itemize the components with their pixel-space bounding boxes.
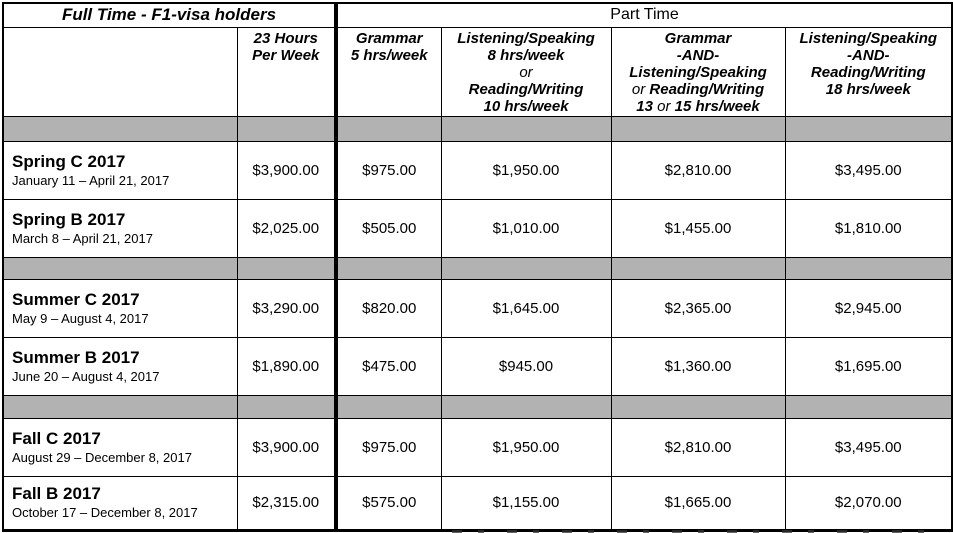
table-row-summer-c (3, 279, 952, 337)
price-cell: $1,155.00 (441, 476, 611, 530)
separator-row (3, 257, 952, 279)
term-cell (3, 476, 237, 530)
price-cell: $3,495.00 (785, 141, 952, 199)
col-header-listening-and-reading (785, 27, 952, 116)
col-header-line: Grammar (355, 29, 423, 47)
col-header-line: Per Week (252, 46, 320, 64)
price-cell: $3,900.00 (237, 141, 336, 199)
col-header-line: Listening/Speaking (629, 63, 767, 81)
term-dates: August 29 – December 8, 2017 (12, 449, 192, 465)
col-header-line: Listening/Speaking (799, 29, 938, 47)
price-cell: $575.00 (336, 476, 441, 530)
table-row-summer-b (3, 337, 952, 395)
group-header-row (3, 3, 952, 27)
price-cell: $1,455.00 (611, 199, 785, 257)
price-cell: $3,900.00 (237, 418, 336, 476)
term-name: Fall B 2017 (12, 484, 101, 503)
table-row-spring-b (3, 199, 952, 257)
col-header-line: Reading/Writing (810, 63, 926, 81)
term-name: Spring B 2017 (12, 209, 126, 229)
price-cell: $2,810.00 (611, 141, 785, 199)
col-header-line: 5 hrs/week (350, 46, 428, 64)
empty-corner-cell (3, 27, 237, 116)
part-time-group-header: Part Time (336, 3, 952, 27)
col-header-line: 23 Hours (253, 29, 318, 47)
price-cell: $1,360.00 (611, 337, 785, 395)
term-cell (3, 418, 237, 476)
term-dates: March 8 – April 21, 2017 (12, 230, 153, 246)
price-cell: $975.00 (336, 141, 441, 199)
price-cell: $3,495.00 (785, 418, 952, 476)
term-name: Summer C 2017 (12, 289, 140, 309)
table-row-spring-c (3, 141, 952, 199)
term-cell (3, 199, 237, 257)
term-dates: October 17 – December 8, 2017 (12, 505, 198, 520)
price-cell: $2,945.00 (785, 279, 952, 337)
col-header-grammar (336, 27, 441, 116)
separator-row (3, 116, 952, 141)
col-header-line: or Reading/Writing (631, 80, 765, 98)
term-cell (3, 337, 237, 395)
price-cell: $2,365.00 (611, 279, 785, 337)
price-cell: $2,810.00 (611, 418, 785, 476)
col-header-line: Grammar (664, 29, 732, 47)
col-header-line: or (519, 63, 533, 81)
term-dates: June 20 – August 4, 2017 (12, 368, 160, 384)
price-cell: $1,010.00 (441, 199, 611, 257)
col-header-line: 10 hrs/week (483, 97, 569, 115)
price-cell: $505.00 (336, 199, 441, 257)
col-header-23-hours (237, 27, 336, 116)
col-header-grammar-and-listening (611, 27, 785, 116)
term-name: Summer B 2017 (12, 347, 140, 367)
full-time-group-header: Full Time - F1-visa holders (3, 3, 336, 27)
col-header-line: -AND- (676, 46, 720, 64)
price-cell: $2,025.00 (237, 199, 336, 257)
separator-row (3, 395, 952, 418)
price-cell: $3,290.00 (237, 279, 336, 337)
price-cell: $1,950.00 (441, 141, 611, 199)
tuition-table (2, 2, 953, 532)
term-cell (3, 279, 237, 337)
col-header-listening-or-reading (441, 27, 611, 116)
col-header-line: Reading/Writing (468, 80, 584, 98)
price-cell: $475.00 (336, 337, 441, 395)
price-cell: $1,695.00 (785, 337, 952, 395)
term-dates: January 11 – April 21, 2017 (12, 172, 170, 188)
price-cell: $1,645.00 (441, 279, 611, 337)
tuition-table-wrapper (2, 2, 953, 532)
col-header-line: 18 hrs/week (825, 80, 911, 98)
price-cell: $975.00 (336, 418, 441, 476)
term-name: Fall C 2017 (12, 428, 101, 448)
table-row-fall-b (3, 476, 952, 530)
col-header-line: Listening/Speaking (457, 29, 595, 47)
price-cell: $1,950.00 (441, 418, 611, 476)
col-header-line: 13 or 15 hrs/week (636, 97, 760, 115)
price-cell: $945.00 (441, 337, 611, 395)
price-cell: $1,890.00 (237, 337, 336, 395)
price-cell: $2,070.00 (785, 476, 952, 530)
column-header-row (3, 27, 952, 116)
price-cell: $1,665.00 (611, 476, 785, 530)
price-cell: $2,315.00 (237, 476, 336, 530)
table-row-fall-c (3, 418, 952, 476)
term-name: Spring C 2017 (12, 151, 126, 171)
price-cell: $1,810.00 (785, 199, 952, 257)
term-cell (3, 141, 237, 199)
term-dates: May 9 – August 4, 2017 (12, 310, 149, 326)
price-cell: $820.00 (336, 279, 441, 337)
col-header-line: 8 hrs/week (487, 46, 565, 64)
col-header-line: -AND- (847, 46, 890, 64)
